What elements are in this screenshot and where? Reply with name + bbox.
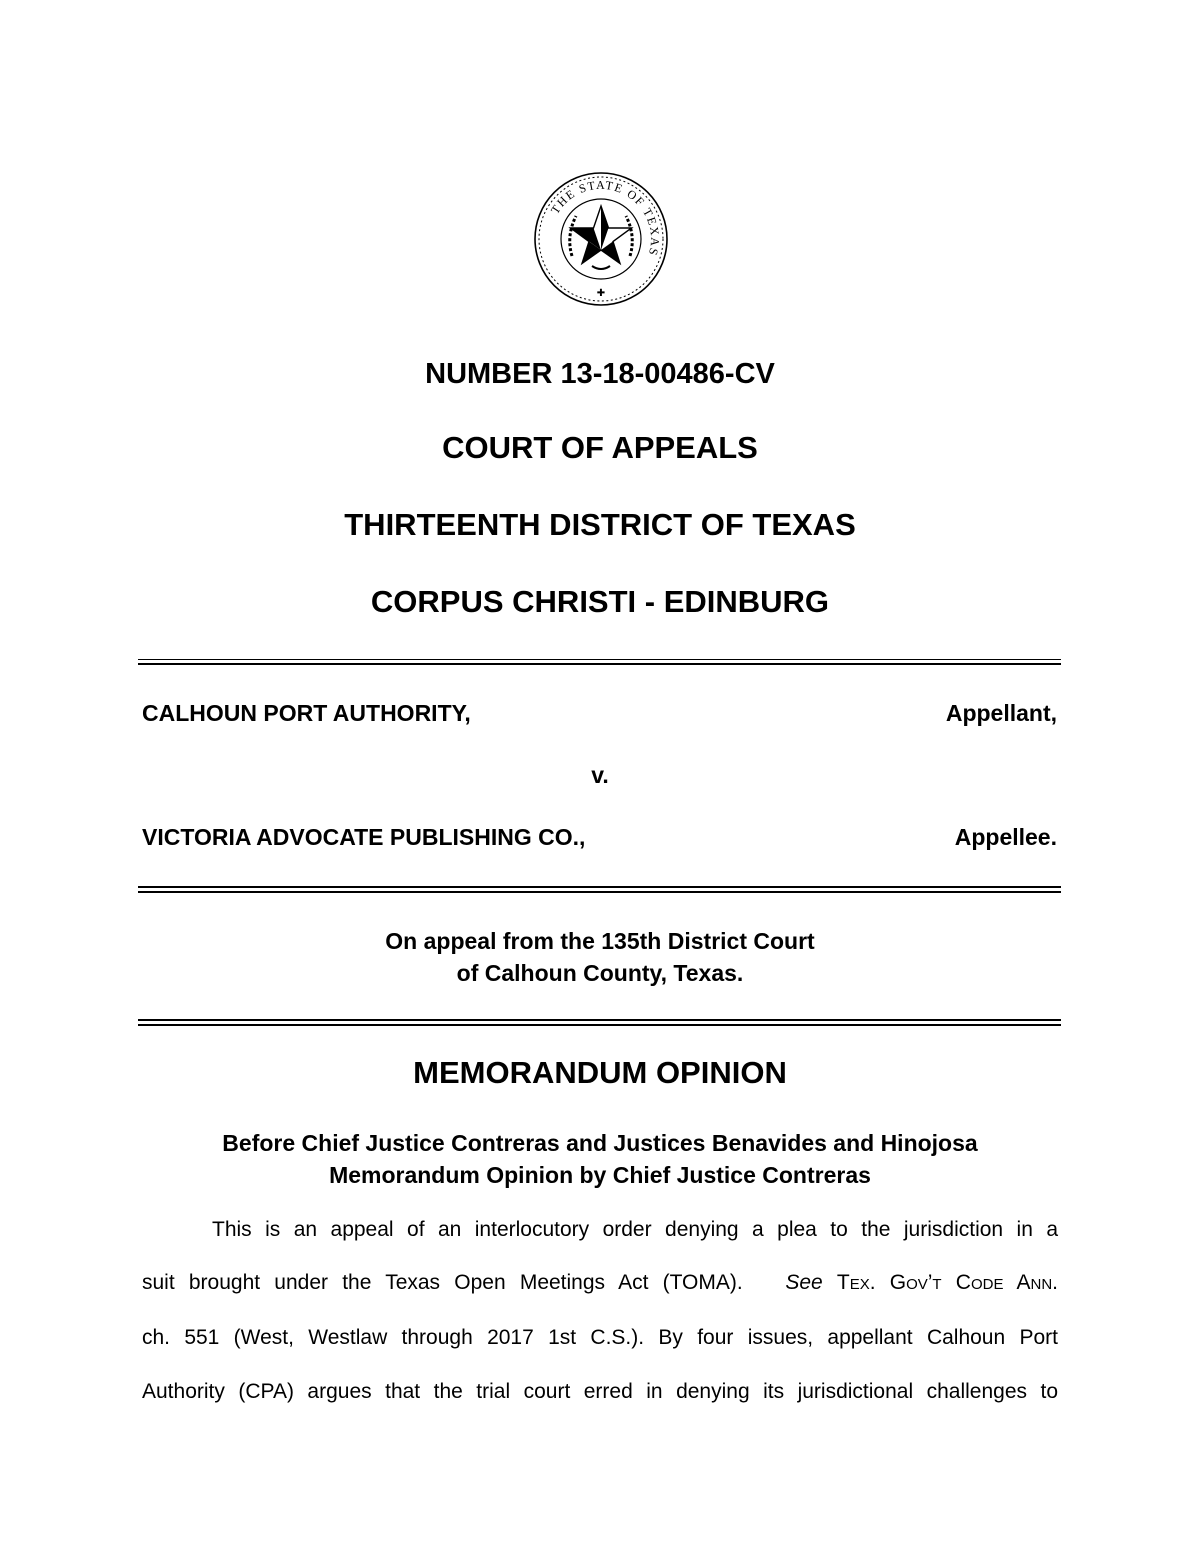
divider-rule-bottom bbox=[138, 1019, 1061, 1026]
svg-text:✚: ✚ bbox=[596, 288, 606, 299]
body-line-1: This is an appeal of an interlocutory order denying a plea to the jurisdiction in a bbox=[212, 1218, 1058, 1241]
appeal-from-line-2: of Calhoun County, Texas. bbox=[456, 960, 744, 986]
body-line-2 bbox=[142, 1271, 1058, 1295]
appeal-from-line-1: On appeal from the 135th District Court bbox=[385, 928, 815, 954]
seal-ring-text: THE STATE OF TEXAS bbox=[547, 177, 663, 258]
versus: v. bbox=[591, 762, 609, 788]
appellant-role: Appellant, bbox=[945, 700, 1057, 726]
body-line-3: ch. 551 (West, Westlaw through 2017 1st C.S.). By four issues, appellant Calhoun Port bbox=[142, 1326, 1058, 1349]
appellee-role: Appellee. bbox=[954, 824, 1057, 850]
opinion-title: MEMORANDUM OPINION bbox=[413, 1055, 787, 1090]
citation-signal: See bbox=[785, 1271, 823, 1294]
body-line-2-text: suit brought under the Texas Open Meetings Act (TOMA). bbox=[142, 1271, 743, 1294]
appellant-name: CALHOUN PORT AUTHORITY, bbox=[142, 700, 471, 726]
opinion-panel bbox=[0, 1127, 1200, 1191]
appellee-name: VICTORIA ADVOCATE PUBLISHING CO., bbox=[142, 824, 586, 850]
texas-seal-icon bbox=[532, 170, 670, 308]
divider-rule-top bbox=[138, 659, 1061, 665]
case-number: NUMBER 13-18-00486-CV bbox=[425, 358, 775, 390]
statute-citation: Tex. Gov’t Code Ann. bbox=[836, 1271, 1058, 1294]
panel-justices: Before Chief Justice Contreras and Justices Benavides and Hinojosa bbox=[222, 1130, 978, 1156]
court-name: COURT OF APPEALS bbox=[442, 430, 758, 465]
body-line-4: Authority (CPA) argues that the trial court erred in denying its jurisdictional challenges to bbox=[142, 1380, 1058, 1403]
court-district: THIRTEENTH DISTRICT OF TEXAS bbox=[344, 507, 856, 542]
court-location: CORPUS CHRISTI - EDINBURG bbox=[370, 584, 830, 619]
opinion-author: Memorandum Opinion by Chief Justice Contreras bbox=[329, 1162, 871, 1188]
appeal-from bbox=[0, 925, 1200, 989]
divider-rule-middle bbox=[138, 886, 1061, 893]
